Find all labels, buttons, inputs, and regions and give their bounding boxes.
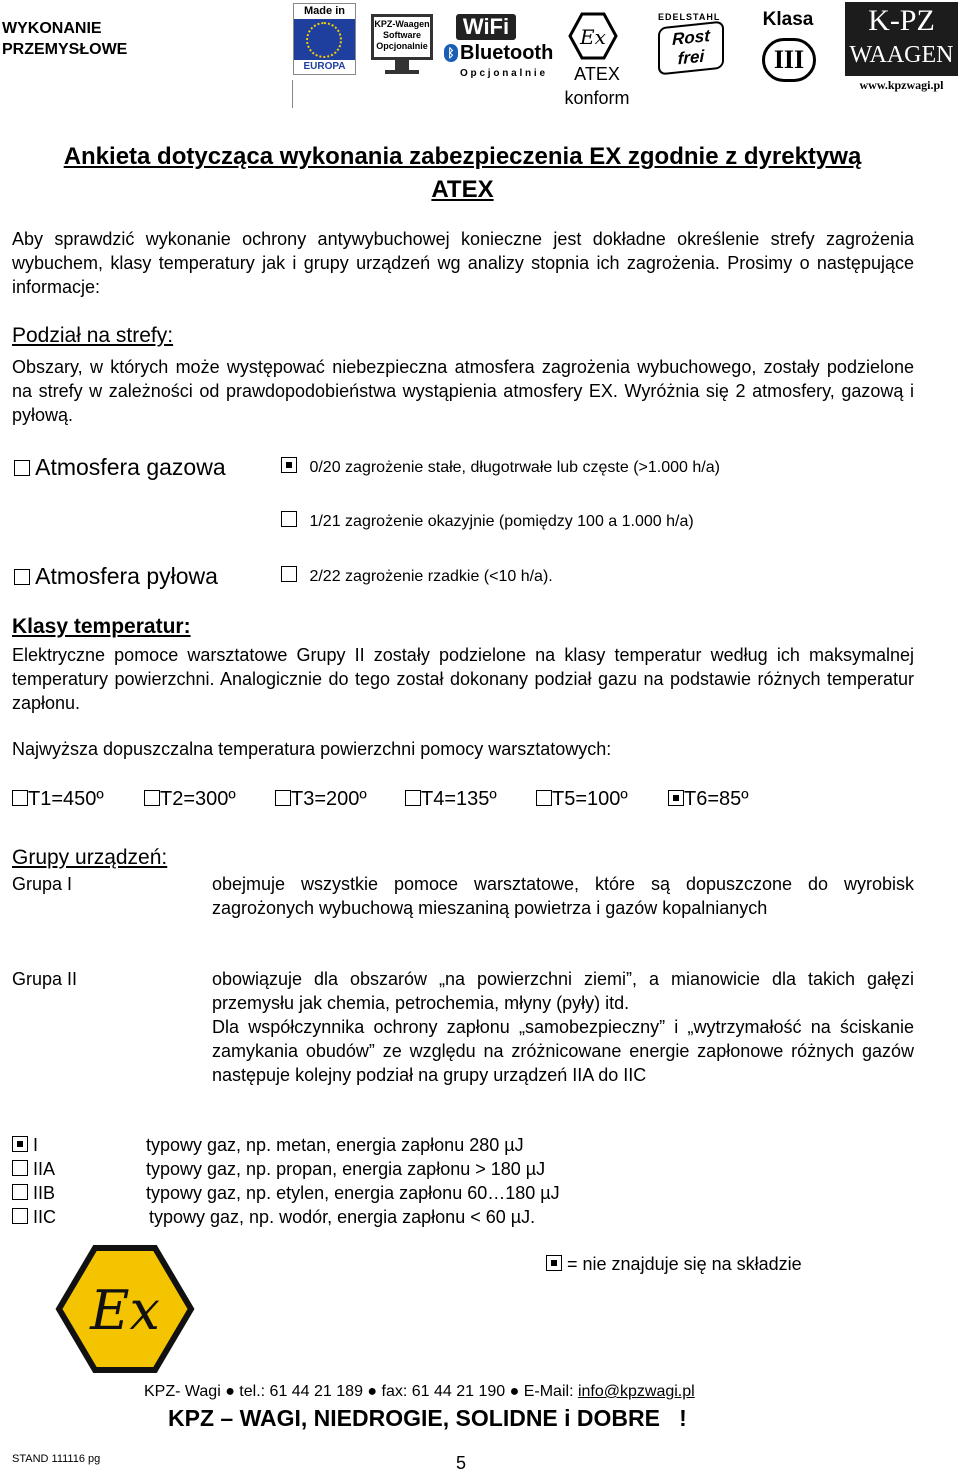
temp-option-t6[interactable] <box>668 786 749 812</box>
intro-paragraph: Aby sprawdzić wykonanie ochrony antywybuchowej konieczne jest dokładne określenie strefy zagrożenia wybuchem, klasy temperatury jak i grupy urządzeń wg analizy stopnia ich zagrożenia. Prosimy o następujące informacje: <box>12 229 914 297</box>
temp-t5-label: T5=100º <box>552 788 628 810</box>
group-2-text: obowiązuje dla obszarów „na powierzchni ziemi”, a mianowicie dla takich gałęzi przemysłu jak chemia, petrochemia, młyny (pyły) itd. <box>212 969 914 1013</box>
footer-contact-text: KPZ- Wagi ● tel.: 61 44 21 189 ● fax: 61 44 21 190 ● E-Mail: <box>144 1383 578 1400</box>
zone-0-20-option[interactable] <box>281 457 720 479</box>
bluetooth-icon: ᛒ <box>444 44 458 62</box>
group-2-label: Grupa II <box>12 969 78 989</box>
zone-2-22-label: 2/22 zagrożenie rzadkie (<10 h/a). <box>309 568 553 585</box>
atex-ex-mark <box>568 12 618 62</box>
legend-checkbox <box>546 1255 562 1271</box>
gas-iic-checkbox[interactable] <box>12 1208 28 1224</box>
legend-text: = nie znajduje się na składzie <box>567 1254 802 1274</box>
gas-i-text: typowy gaz, np. metan, energia zapłonu 280 µJ <box>146 1135 524 1155</box>
header-wykonanie: WYKONANIE <box>2 20 102 37</box>
gas-iib-checkbox[interactable] <box>12 1184 28 1200</box>
gas-iib-label: IIB <box>33 1183 56 1203</box>
bluetooth-label: Bluetooth <box>460 42 554 64</box>
temp-t1-label: T1=450º <box>28 788 104 810</box>
temp-t2-label: T2=300º <box>160 788 236 810</box>
atm-gas-checkbox[interactable] <box>14 460 30 476</box>
ex-warning-text: Ex <box>90 1279 160 1342</box>
zone-0-20-checkbox[interactable] <box>281 457 297 473</box>
kpz-logo-line-2: WAAGEN <box>849 42 954 68</box>
temp-option-t1[interactable] <box>12 786 104 812</box>
temp-option-t5[interactable] <box>536 786 628 812</box>
gas-iia-text: typowy gaz, np. propan, energia zapłonu > 180 µJ <box>146 1159 546 1179</box>
rostfrei-logo <box>652 12 732 74</box>
page-title-line-2: ATEX <box>431 176 494 203</box>
ex-hexagon-icon <box>568 12 618 62</box>
temp-option-t3[interactable] <box>275 786 367 812</box>
temp-paragraph: Elektryczne pomoce warsztatowe Grupy II zostały podzielone na klasy temperatur według ich maksymalnej temperatury powierzchni. Analogicznie do tego został dokonany podział gazu na podstawie różnych temperatur zapłonu. <box>12 645 914 713</box>
gas-iib-text: typowy gaz, np. etylen, energia zapłonu 60…180 µJ <box>146 1183 560 1203</box>
temp-t4-label: T4=135º <box>421 788 497 810</box>
temp-max-label: Najwyższa dopuszczalna temperatura powierzchni pomocy warsztatowych: <box>12 739 612 759</box>
software-line-3: Opcjonalnie <box>376 41 428 51</box>
konform-label: konform <box>564 88 630 108</box>
atex-konform-label <box>555 62 639 110</box>
zone-2-22-option[interactable] <box>281 566 553 588</box>
ex-warning-logo <box>55 1244 195 1374</box>
header-divider <box>292 80 293 108</box>
zone-2-22-checkbox[interactable] <box>281 566 297 582</box>
zone-1-21-checkbox[interactable] <box>281 511 297 527</box>
group-1-label: Grupa I <box>12 874 73 894</box>
software-line-2: Software <box>382 30 421 40</box>
edelstahl-label: EDELSTAHL <box>658 12 721 22</box>
gas-option-iib[interactable] <box>12 1181 55 1205</box>
ex-mark-text: Ex <box>580 25 606 49</box>
page-title-line-1: Ankieta dotycząca wykonania zabezpieczenia EX zgodnie z dyrektywą <box>63 143 862 170</box>
footer-stand: STAND 111116 pg <box>12 1453 101 1465</box>
rostfrei-badge <box>658 21 724 76</box>
zones-heading: Podział na strefy: <box>12 324 174 347</box>
software-line-1: KPZ-Waagen <box>374 19 430 29</box>
header-przemyslowe: PRZEMYSŁOWE <box>2 41 128 58</box>
wifi-bluetooth-logo <box>444 14 554 82</box>
gas-option-iia[interactable] <box>12 1157 55 1181</box>
atex-label: ATEX <box>574 64 620 84</box>
atm-dust-checkbox[interactable] <box>14 569 30 585</box>
gas-option-iic[interactable] <box>12 1205 56 1229</box>
temp-t6-checkbox[interactable] <box>668 790 684 806</box>
kpz-logo-url: www.kpzwagi.pl <box>859 78 944 92</box>
temp-option-t2[interactable] <box>144 786 236 812</box>
legend-note <box>546 1252 802 1276</box>
atm-dust-label: Atmosfera pyłowa <box>35 563 218 589</box>
groups-heading: Grupy urządzeń: <box>12 846 168 869</box>
gas-iia-label: IIA <box>33 1159 56 1179</box>
made-in-europa-logo <box>293 3 356 75</box>
monitor-icon <box>371 14 433 60</box>
zone-1-21-option[interactable] <box>281 511 694 533</box>
atm-dust-option[interactable] <box>14 561 218 591</box>
group-2-text-continued: Dla współczynnika ochrony zapłonu „samobezpieczny” i „wytrzymałość na ściskanie zamykania obudów” ze względu na zróżnicowane energie zapłonowe różnych gazów następuje kolejny podział na grupy urządzeń IIA do IIC <box>212 1017 914 1085</box>
footer-contact <box>144 1381 695 1403</box>
temp-t5-checkbox[interactable] <box>536 790 552 806</box>
footer-slogan: KPZ – WAGI, NIEDROGIE, SOLIDNE i DOBRE ! <box>168 1405 687 1431</box>
temp-t3-checkbox[interactable] <box>275 790 291 806</box>
made-in-label: Made in <box>294 4 355 19</box>
gas-option-i[interactable] <box>12 1133 38 1157</box>
kpz-logo-line-1: K-PZ <box>868 4 935 37</box>
klasa-numeral: III <box>773 45 805 74</box>
gas-i-label: I <box>33 1135 39 1155</box>
temp-t1-checkbox[interactable] <box>12 790 28 806</box>
group-1-text: obejmuje wszystkie pomoce warsztatowe, które są dopuszczone do wyrobisk zagrożonych wybuchową mieszaniną powietrza i gazów kopalnianych <box>212 874 914 918</box>
temp-t3-label: T3=200º <box>291 788 367 810</box>
europa-label: EUROPA <box>294 60 355 74</box>
ex-warning-icon <box>55 1244 195 1374</box>
page-number: 5 <box>456 1453 467 1473</box>
eu-stars-icon <box>306 22 342 58</box>
klasa-iii-badge <box>762 38 816 82</box>
gas-iic-label: IIC <box>33 1207 57 1227</box>
temp-t6-label: T6=85º <box>684 788 749 810</box>
rost-label: Rost <box>672 26 710 49</box>
header-company-label <box>2 18 127 60</box>
footer-email-link[interactable]: info@kpzwagi.pl <box>577 1383 695 1400</box>
atm-gas-label: Atmosfera gazowa <box>35 454 226 480</box>
zone-1-21-label: 1/21 zagrożenie okazyjnie (pomiędzy 100 a 1.000 h/a) <box>309 513 694 530</box>
atm-gas-option[interactable] <box>14 452 226 482</box>
klasa-iii-logo <box>752 8 824 84</box>
wifi-badge: WiFi <box>456 14 516 40</box>
temp-t4-checkbox[interactable] <box>405 790 421 806</box>
monitor-stand-icon <box>395 60 409 70</box>
temp-heading: Klasy temperatur: <box>12 615 191 638</box>
klasa-label: Klasa <box>762 9 814 30</box>
software-logo <box>371 14 433 82</box>
gas-i-checkbox[interactable] <box>12 1136 28 1152</box>
frei-label: frei <box>677 46 705 69</box>
gas-iia-checkbox[interactable] <box>12 1160 28 1176</box>
temp-option-t4[interactable] <box>405 786 497 812</box>
gas-iic-text: typowy gaz, np. wodór, energia zapłonu < 60 µJ. <box>149 1207 536 1227</box>
kpz-waagen-logo <box>845 2 958 92</box>
monitor-base-icon <box>385 70 419 74</box>
temp-t2-checkbox[interactable] <box>144 790 160 806</box>
opcjonalnie-label: O p c j o n a l n i e <box>460 68 546 79</box>
kpz-logo-box <box>845 2 958 76</box>
zone-0-20-label: 0/20 zagrożenie stałe, długotrwałe lub częste (>1.000 h/a) <box>309 459 720 476</box>
zones-paragraph: Obszary, w których może występować niebezpieczna atmosfera zagrożenia wybuchowego, zostały podzielone na strefy w zależności od prawdopodobieństwa wystąpienia atmosfery EX. Wyróżnia się 2 atmosfery, gazową i pyłową. <box>12 357 914 425</box>
page-title <box>10 140 915 206</box>
